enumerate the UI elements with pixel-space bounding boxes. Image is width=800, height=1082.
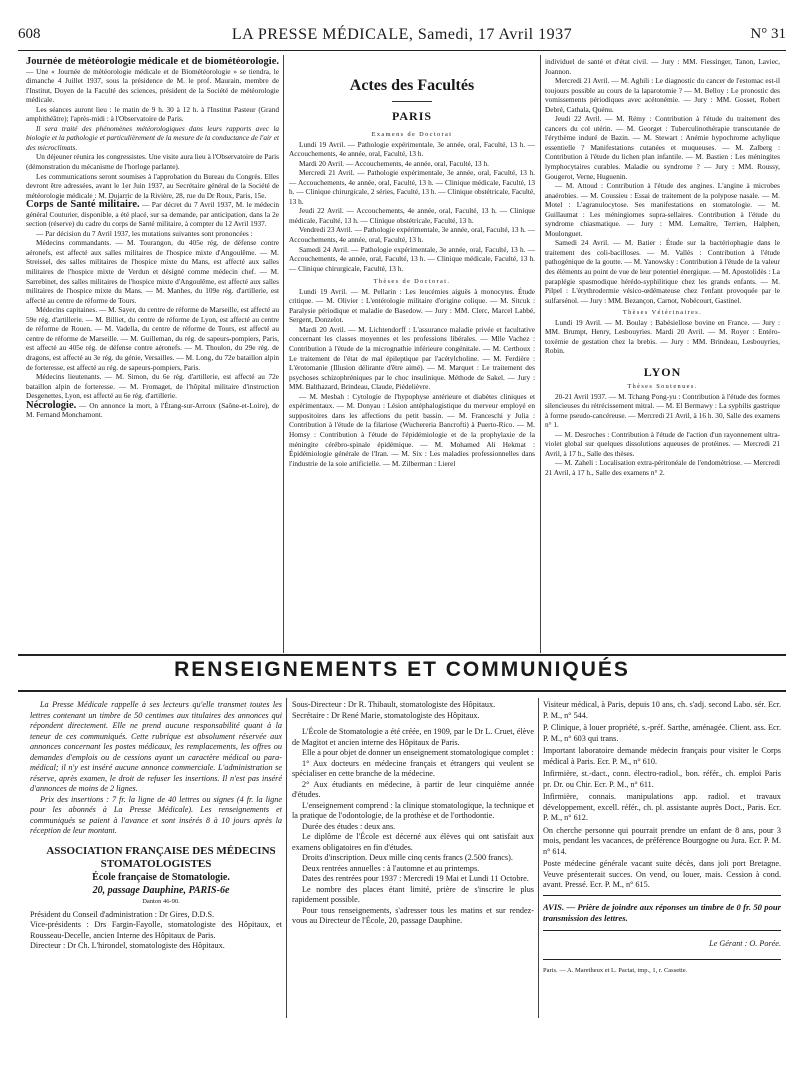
thesis-entry: Lundi 19 Avril. — M. Boulay : Babésiellose bovine en France. — Jury : MM. Brumpt, Henry, Lesbouyries. Mardi 20 Avril. — M. Royer : Entéro-toxémie de gestation chez la brebis. — Jury : MM. Brindeau, Lesbouyries, Robin. [545,317,780,356]
section-rule [18,690,786,692]
article-necrologie: Nécrologie. — On annonce la mort, à l'Étang-sur-Arroux (Saône-et-Loire), de M. Fernand Monchamont. [26,399,279,420]
column-divider [540,55,541,653]
thesis-entry: — M. Mesbah : Cytologie de l'hypophyse antérieure et diabètes cliniques et expérimentaux. — M. Donyau : Lésion antéphalogistique du merveur employé en suppositoires dans les affections du petit bassin. — M. Franceschi y Julia : Contribution à l'étude de la filariose (Wuchereria Bancrofti) à Puerto-Rico. — M. Homsy : Contribution à l'étude de l'épidémiologie et de la prophylaxie de la méningite cérébro-spinale épidémique. — M. Mohamed Ali Hekmat : Épidémiologie générale de l'Iran. — M. Six : Les maladies professionnelles dans l'industrie de la soie artificielle. — M. Zilberman : Lierel [289,391,535,468]
association-title: ASSOCIATION FRANÇAISE DES MÉDECINS STOMATOLOGISTES [46,844,276,870]
issue-number: N° 31 [750,26,786,42]
paragraph: Deux rentrées annuelles : à l'automne et au printemps. [302,863,480,873]
staff-line: Vice-présidents : Drs Fargin-Fayolle, stomatologiste des Hôpitaux, et Rousseau-Decelle, ancien Interne des Hôpitaux de Paris. [30,920,282,940]
notice-intro: La Presse Médicale rappelle à ses lecteurs qu'elle transmet toutes les lettres contenant un timbre de 50 centimes aux titulaires des annonces qui répondent directement. Elle ne prend aucune responsabilité quant à la teneur de ces communiqués. Cette rubrique est absolument réservée aux annonces concernant les postes médicaux, les remplacements, les offres ou demandes d'emplois ou de cessions ayant un caractère médical ou para-médical; il n'y est inséré aucune annonce commerciale. L'administration se réserve, après examen, le droit de refuser les insertions. Il n'est pas inséré d'annonces de moins de 2 lignes. [30,700,282,793]
classified-ad: Infirmière, connais. manipulations app. radiol. et travaux développement, excell. référ., ch. pl. assistante auprès Doct., Paris. Ecr. P. M., n° 612. [543,792,781,822]
city-heading: PARIS [391,109,433,123]
staff-line: Secrétaire : Dr René Marie, stomatologiste des Hôpitaux. [292,710,480,720]
manager-signature: Le Gérant : O. Porée. [709,938,781,948]
staff-line: Sous-Directeur : Dr R. Thibault, stomatologiste des Hôpitaux. [292,700,496,709]
thesis-entry: 20-21 Avril 1937. — M. Tchang Pong-yu : Contribution à l'étude des formes silencieuses du rétrécissement mitral. — M. El Bermawy : La syphilis gastrique à forme pseudo-cancéreuse. — Mercredi 21 Avril, à 16 h. 30, Salle des examens n° 1. [545,391,780,430]
thesis-entry: — M. Zaheli : Localisation extra-péritonéale de l'endométriose. — Mercredi 21 Avril, à 17 h., Salle des examens n° 2. [545,458,780,477]
classified-ad: Infirmière, st.-dact., conn. électro-radiol., bon. référ., ch. emploi Paris pr. Dr. ou Chir. Ecr. P. M., n° 611. [543,769,781,789]
article-heading: Nécrologie. [26,399,77,411]
thesis-entry: — M. Desroches : Contribution à l'étude de l'action d'un rayonnement ultra-violet global sur quelques dissolutions aqueuses de protéines. — Mercredi 21 Avril, à 17 h., Salle des thèses. [545,429,780,458]
thesis-entry: individuel de santé et d'état civil. — Jury : MM. Fiessinger, Tanon, Laviec, Joannon. [545,57,780,76]
paragraph: Le nombre des places étant limité, prière de s'inscrire le plus rapidement possible. [292,884,534,904]
article-meteo: Journée de météorologie médicale et de biométéorologie. — Une « Journée de météorologie médicale et de Biométéorologie » se tiendra, le dimanche 4 Juillet 1937, sous la présidence de M. le prof. Maurain, membre de l'Institut, Doyen de la Faculté des sciences, président de la Société de météorologie médicale. [26,57,279,105]
column-divider [286,698,287,1018]
exam-entry: Vendredi 23 Avril. — Pathologie expérimentale, 3e année, oral, Faculté, 13 h. — Accouchements, 4e année, oral, Faculté, 13 h. [289,225,535,245]
section-banner: RENSEIGNEMENTS ET COMMUNIQUÉS [174,658,630,681]
school-address: 20, passage Dauphine, PARIS-6e [92,884,230,896]
column-school [292,700,534,1015]
thesis-entry: — M. Attoud : Contribution à l'étude des angines. L'angine à microbes anaérobies. — M. Coussieu : Essai de traitement de la polypose nasale. — M. Motel : L'agranulocytose. Ses manifestations en stomatologie. — M. Guillaumat : Les méningiomes supra-sellaires. Contribution à l'étude du syndrome chiasmatique. — Jury : MM. Lemaître, Terrien, Halphen, Moulonguet. [545,181,780,238]
paragraph: L'enseignement comprend : la clinique stomatologique, la technique et la pratique de l'odontologie, de la prothèse et de l'orthodontie. [292,800,534,820]
exam-entry: Jeudi 22 Avril. — Accouchements, 4e année, oral, Faculté, 13 h. — Clinique médicale, Faculté, 13 h. — Clinique obstétricale, Faculté, 13 h. [289,206,535,225]
classified-ad: Poste médecine générale vacant suite décès, dans joli port Bretagne. Veuve présenterait succes. On vend, ou louer, mais. Cession à cond. avant. Pressé. Ecr. P. M., n° 615. [543,859,781,889]
article-sante-militaire: Corps de Santé militaire. — Par décret du 7 Avril 1937, M. le médecin général Couturier, disponible, a été placé, sur sa demande, par anticipation, dans la 2e section (réserve) du cadre du corps de Santé militaire, à compter du 12 Avril 1937. [26,199,279,229]
paragraph: Médecins lieutenants. — M. Simon, du 6e rég. d'artillerie, est affecté au 72e bataillon alpin de forteresse. — M. Fromaget, de l'hôpital militaire d'instruction Desgenettes, Lyon, est affecté au 6e rég. d'artillerie. [26,372,279,401]
column-theses [545,57,780,653]
staff-line: Directeur : Dr Ch. L'hirondel, stomatologiste des Hôpitaux. [30,941,225,950]
paragraph: Le diplôme de l'École est décerné aux élèves qui ont satisfait aux examens obligatoires en fin d'études. [292,832,534,852]
paragraph: Pour tous renseignements, s'adresser tous les matins et sur rendez-vous au Directeur de l'École, 20, passage Dauphine. [292,905,534,925]
heading-rule [392,101,432,102]
city-heading: LYON [643,364,682,379]
article-heading: Journée de météorologie médicale et de biométéorologie. [26,57,279,67]
school-name: École française de Stomatologie. [92,871,230,883]
paragraph: Durée des études : deux ans. [302,821,396,831]
paragraph: Médecins commandants. — M. Tourangon, du 405e rég. de défense contre aéronefs, est affecté aux salles militaires de l'hospice mixte d'Angoulême. — M. Streissel, des salles militaires de l'hospice mixte du Mans, est affecté aux salles militaires de l'hospice mixte de Verdun et désigné comme médecin chef. — M. Sarrebinet, des salles militaires de l'hospice mixte d'Angoulême, est affecté aux salles militaires de l'hospice mixte du Mans. — M. Manhes, du 109e rég. d'artillerie, est affecté au centre de réforme de Tours. [26,238,279,305]
thesis-entry: Jeudi 22 Avril. — M. Rémy : Contribution à l'étude du traitement des cancers du col utérin. — M. Georget : Tuberculinothérapie transcutanée de l'érythème induré de Bazin. — M. Stewart : Anémie hypochrome achylique essentielle ? Manifestations cutanées et muqueuses. — M. Zalberg : Contribution à l'étude du lichen plan infantile. — M. Bastien : Les méningites lymphocytaires curables. Maladie ou syndrome ? — Jury : MM. Roussy, Gougerot, Verne, Huguenin. [545,114,780,181]
article-heading: Corps de Santé militaire. [26,199,140,211]
classified-ad: On cherche personne qui pourrait prendre un enfant de 8 ans, pour 3 mois, pendant les vacances, de préférence Bourgogne ou Jura. Ecr. P. M. n° 614. [543,825,781,856]
thesis-entry: Lundi 19 Avril. — M. Pellarin : Les leucémies aiguës à monocytes. Étude critique. — M. Olivier : L'entérologie militaire d'origine colique. — M. Sitcuk : Paralysie périodique et maladie de Basedow. — Jury : MM. Clerc, Marcel Labbé, Sergent, Donzelot. [289,286,535,325]
subheading: Thèses Vétérinaires. [622,309,703,317]
column-facultes [289,57,535,653]
exam-entry: Mardi 20 Avril. — Accouchements, 4e année, oral, Faculté, 13 h. [299,158,489,168]
paragraph: Médecins capitaines. — M. Sayer, du centre de réforme de Marseille, est affecté au 59e rég. d'artillerie. — M. Billiet, du centre de réforme de Lyon, est affecté au centre de réforme de Rouen. — M. Vadella, du centre de réforme de Tours, est affecté au centre de réforme de Marseille. — M. Guilleman, du rég. de sapeurs-pompiers, Paris, est affecté au 405e rég. de défense contre aéronefs. — M. Thoulon, du 29e rég. de dragons, est affecté au 3e rég. du génie, Versailles. — M. Long, du 72e bataillon alpin de forteresse, est affecté au rég. de sapeurs-pompiers, Paris. [26,305,279,372]
header-rule [18,50,786,51]
classified-ad: Visiteur médical, à Paris, depuis 10 ans, ch. s'adj. second Labo. sér. Ecr. P. M., n° 544. [543,700,781,720]
paragraph: Les séances auront lieu : le matin de 9 h. 30 à 12 h. à l'Institut Pasteur (Grand amphithéâtre); l'après-midi : à l'Observatoire de Paris. [26,104,279,124]
notice-box: AVIS. — Prière de joindre aux réponses un timbre de 0 fr. 50 pour transmission des lettres. [543,895,781,931]
paragraph: 2° Aux étudiants en médecine, à partir de leur cinquième année d'études. [292,779,534,799]
thesis-entry: Mercredi 21 Avril. — M. Aghili : Le diagnostic du cancer de l'estomac est-il toujours possible au cours de la laparotomie ? — M. Belloy : Le pronostic des vomissements périodiques avec acétonémie. — Jury : MM. Gosset, Robert Debré, Cathala, Quénu. [545,76,780,114]
thesis-entry: Mardi 20 Avril. — M. Lichtendorff : L'assurance maladie privée et facultative concernant les classes moyennes et les professions libérales. — Mlle Vachez : Contribution à l'étude de la micrognathie inférieure congénitale. — M. Certhoux : Le traitement de l'état de mal épileptique par l'acétylcholine. — M. Ferdière : L'érotomanie (Illusion délirante d'être aimé). — M. Marquet : Le traitement des psychoses schizophréniques par le choc insulinique. Méthode de Sakel. — Jury : MM. Balthazard, Brindeau, Claude, Piédelièvre. [289,324,535,392]
exam-entry: Samedi 24 Avril. — Pathologie expérimentale, 3e année, oral, Faculté, 13 h. — Accouchements, 4e année, oral, Faculté, 13 h. — Clinique médicale, Faculté, 13 h. — Clinique chirurgicale, Faculté, 13 h. [289,244,535,273]
paragraph: L'École de Stomatologie a été créée, en 1909, par le Dr L. Cruet, élève de Magitot et ancien interne des Hôpitaux de Paris. [292,727,534,747]
classified-ad: P. Clinique, à louer propriété, s.-préf. Sarthe, aménagée. Client. ass. Ecr. P. M., n° 603 qui trans. [543,723,781,743]
school-phone: Danton 46-90. [142,897,180,905]
subheading: Examens de Doctorat [371,131,453,138]
paragraph: Il sera traité des phénomènes météorologiques dans leurs rapports avec la biologie et la pathologie et particulièrement de la mesure de la conductance de l'air et des microclimats. [26,123,279,152]
paragraph: Droits d'inscription. Deux mille cinq cents francs (2.500 francs). [302,853,513,862]
paragraph: Dates des rentrées pour 1937 : Mercredi 19 Mai et Lundi 11 Octobre. [302,874,529,883]
column-divider [283,55,284,653]
column-divider [538,698,539,1018]
notice-prices: Prix des insertions : 7 fr. la ligne de 40 lettres ou signes (4 fr. la ligne pour les abonnés à La Presse Médicale). Les renseignements et communiqués se paient à l'avance et sont insérés 8 à 10 jours après la réception de leur montant. [30,794,282,835]
thesis-entry: Samedi 24 Avril. — M. Batier : Étude sur la bactériophagie dans le traitement des coli-bacilloses. — M. Vallès : Contribution à l'étude pathogénique de la goutte. — M. Yanowsky : Contribution à l'étude de la valeur des éléments au point de vue de leur potentiel énergique. — M. Apostolidès : La paraplégie spasmodique hérédo-syphilitique chez les grands enfants. — M. Pilpel : L'érythrodermie vésico-œdémateuse chez l'enfant provoquée par le sulfarsénol. — Jury : MM. Bezançon, Carnot, Nobécourt, Gastinel. [545,238,780,305]
paragraph: Un déjeuner réunira les congressistes. Une visite aura lieu à l'Observatoire de Paris (démonstration du mécanisme de l'horloge parlante). [26,152,279,172]
column-classifieds [543,700,781,1015]
page-header [18,26,786,48]
publication-title: LA PRESSE MÉDICALE, Samedi, 17 Avril 1937 [231,26,573,43]
paragraph: Elle a pour objet de donner un enseignement stomatologique complet : [302,748,534,757]
paragraph: — Par décision du 7 Avril 1937, les mutations suivantes sont prononcées : [36,228,253,238]
paragraph: 1° Aux docteurs en médecine français et étrangers qui veulent se spécialiser en cette branche de la médecine. [292,758,534,778]
page-number: 608 [18,26,41,42]
paragraph: Les communications seront soumises à l'approbation du Bureau du Congrès. Elles devront être adressées, avant le 1er Juin 1937, au Secrétaire général de la Société de météorologie médicale : M. Dujarric de la Rivière, 28, rue du Dr Roux, Paris, 15e. [26,171,279,200]
column-notice [30,700,282,1015]
section-heading: Actes des Facultés [349,77,475,94]
printer-line: Paris. — A. Maretheux et L. Pactat, imp., 1, r. Cassette. [543,959,781,977]
subheading: Thèses Soutenues. [627,382,698,390]
column-news [26,57,279,653]
exam-entry: Mercredi 21 Avril. — Pathologie expérimentale, 3e année, oral, Faculté, 13 h. — Accouchements, 4e année, oral, Faculté, 13 h. — Clinique médicale, Faculté, 13 h. — Clinique chirurgicale, 2 séries, Faculté, 13 h. — Clinique obstétricale, Faculté, 13 h. [289,168,535,206]
section-rule [18,654,786,656]
classified-ad: Important laboratoire demande médecin français pour visiter le Corps médical à Paris. Ecr. P. M., n° 610. [543,746,781,766]
staff-line: Président du Conseil d'administration : Dr Gires, D.D.S. [30,909,215,919]
subheading: Thèses de Doctorat. [373,278,451,286]
exam-entry: Lundi 19 Avril. — Pathologie expérimentale, 3e année, oral, Faculté, 13 h. — Accouchements, 4e année, oral, Faculté, 13 h. [289,139,535,159]
